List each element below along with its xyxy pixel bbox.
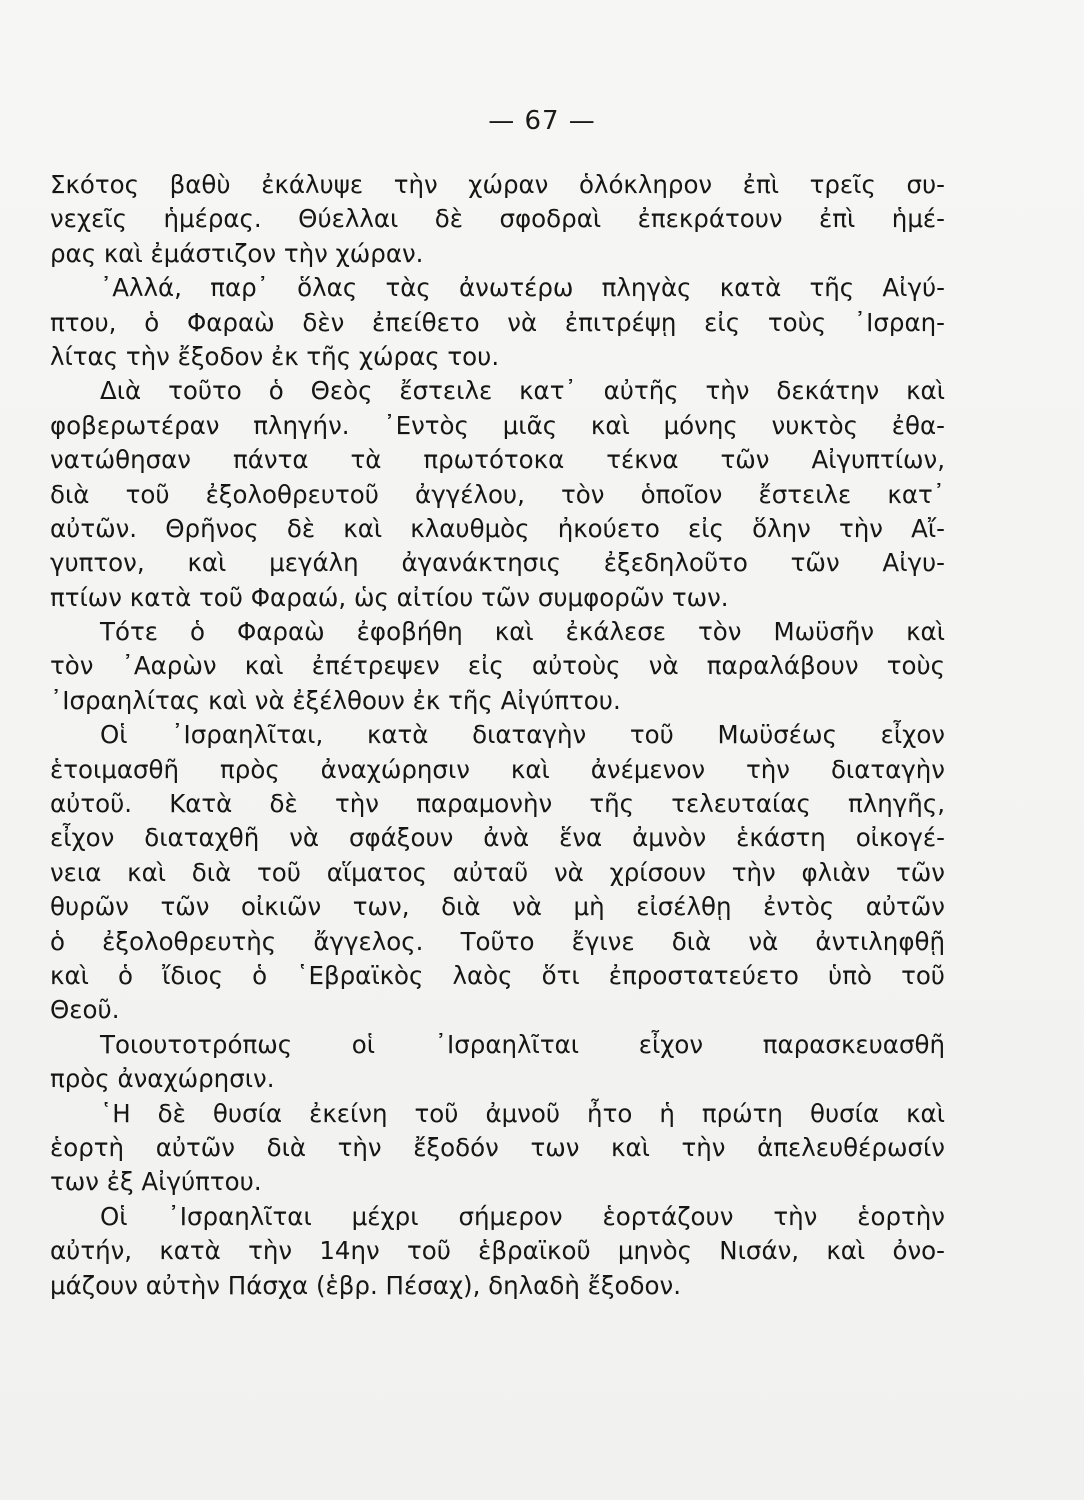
paragraph [50,1200,945,1303]
text-line: νεια καὶ διὰ τοῦ αἵματος αὐταῦ νὰ χρίσουν τὴν φλιὰν τῶν [50,857,945,887]
text-line: ρας καὶ ἐμάστιζον τὴν χώραν. [50,238,424,268]
page-number: — 67 — [488,106,596,136]
text-line: διὰ τοῦ ἐξολοθρευτοῦ ἀγγέλου, τὸν ὁποῖον ἔστειλε κατ᾿ [50,479,945,509]
text-line: των ἐξ Αἰγύπτου. [50,1167,262,1197]
text-line: τὸν ᾿Ααρὼν καὶ ἐπέτρεψεν εἰς αὐτοὺς νὰ παραλάβουν τοὺς [50,651,945,681]
text-line: νατώθησαν πάντα τὰ πρωτότοκα τέκνα τῶν Αἰγυπτίων, [50,445,945,475]
text-line: εἶχον διαταχθῆ νὰ σφάξουν ἀνὰ ἕνα ἀμνὸν ἑκάστη οἰκογέ- [50,823,945,853]
text-line: νεχεῖς ἡμέρας. Θύελλαι δὲ σφοδραὶ ἐπεκράτουν ἐπὶ ἡμέ- [50,204,945,234]
text-line: αὐτῶν. Θρῆνος δὲ καὶ κλαυθμὸς ἠκούετο εἰς ὅλην τὴν Αἴ- [50,513,945,543]
paragraph [50,374,945,615]
text-line: λίτας τὴν ἔξοδον ἐκ τῆς χώρας του. [50,341,500,371]
paragraph [50,1028,945,1097]
text-line: γυπτον, καὶ μεγάλη ἀγανάκτησις ἐξεδηλοῦτο τῶν Αἰγυ- [50,548,945,578]
text-line: ῾Η δὲ θυσία ἐκείνη τοῦ ἀμνοῦ ἦτο ἡ πρώτη θυσία καὶ [100,1098,945,1128]
text-line: ἑορτὴ αὐτῶν διὰ τὴν ἔξοδόν των καὶ τὴν ἀπελευθέρωσίν [50,1132,945,1162]
text-line: ὁ ἐξολοθρευτὴς ἄγγελος. Τοῦτο ἔγινε διὰ νὰ ἀντιληφθῇ [50,926,945,956]
text-line: Τοιουτοτρόπως οἱ ᾿Ισραηλῖται εἶχον παρασκευασθῆ [100,1029,945,1059]
text-line: καὶ ὁ ἴδιος ὁ ῾Εβραϊκὸς λαὸς ὅτι ἐπροστατεύετο ὑπὸ τοῦ [50,960,945,990]
text-line: Σκότος βαθὺ ἐκάλυψε τὴν χώραν ὁλόκληρον ἐπὶ τρεῖς συ- [50,170,945,199]
body-text [50,168,945,1303]
text-line: Οἱ ᾿Ισραηλῖται μέχρι σήμερον ἑορτάζουν τὴν ἑορτὴν [100,1201,945,1231]
text-line: Τότε ὁ Φαραὼ ἐφοβήθη καὶ ἐκάλεσε τὸν Μωϋσῆν καὶ [100,617,945,647]
text-line: πτίων κατὰ τοῦ Φαραώ, ὡς αἰτίου τῶν συμφορῶν των. [50,582,729,612]
text-line: αὐτήν, κατὰ τὴν 14ην τοῦ ἑβραϊκοῦ μηνὸς Νισάν, καὶ ὀνο- [50,1236,945,1266]
text-line: θυρῶν τῶν οἰκιῶν των, διὰ νὰ μὴ εἰσέλθῃ ἐντὸς αὐτῶν [50,892,945,922]
text-line: Θεοῦ. [50,995,120,1025]
text-line: ἑτοιμασθῆ πρὸς ἀναχώρησιν καὶ ἀνέμενον τὴν διαταγὴν [50,754,945,784]
text-line: πτου, ὁ Φαραὼ δὲν ἐπείθετο νὰ ἐπιτρέψῃ εἰς τοὺς ᾿Ισραη- [50,307,945,337]
text-line: πρὸς ἀναχώρησιν. [50,1064,275,1094]
paragraph [50,1097,945,1200]
text-line: Οἱ ᾿Ισραηλῖται, κατὰ διαταγὴν τοῦ Μωϋσέως εἶχον [100,720,945,750]
paragraph [50,271,945,374]
paragraph [50,168,945,271]
text-line: Διὰ τοῦτο ὁ Θεὸς ἔστειλε κατ᾿ αὐτῆς τὴν δεκάτην καὶ [100,376,945,406]
text-line: μάζουν αὐτὴν Πάσχα (ἑβρ. Πέσαχ), δηλαδὴ ἔξοδον. [50,1270,681,1300]
text-line: ᾿Αλλά, παρ᾿ ὅλας τὰς ἀνωτέρω πληγὰς κατὰ τῆς Αἰγύ- [100,273,945,303]
paragraph [50,615,945,718]
text-line: φοβερωτέραν πληγήν. ᾿Εντὸς μιᾶς καὶ μόνης νυκτὸς ἐθα- [50,410,945,440]
paragraph [50,718,945,1028]
text-line: αὐτοῦ. Κατὰ δὲ τὴν παραμονὴν τῆς τελευταίας πληγῆς, [50,789,945,819]
text-line: ᾿Ισραηλίτας καὶ νὰ ἐξέλθουν ἐκ τῆς Αἰγύπτου. [50,685,621,715]
